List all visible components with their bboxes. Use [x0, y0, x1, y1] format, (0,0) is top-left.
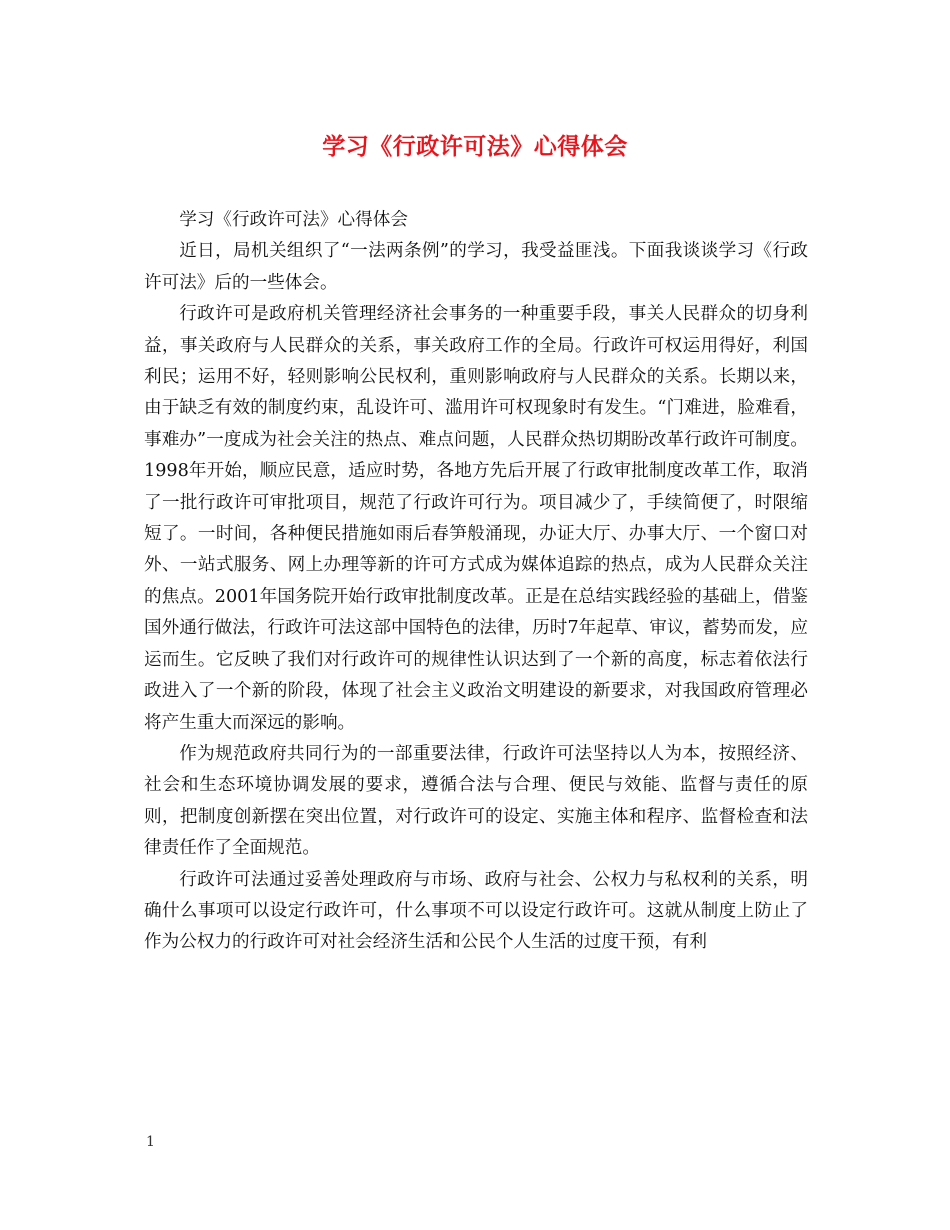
paragraph-principles: 作为规范政府共同行为的一部重要法律，行政许可法坚持以人为本，按照经济、社会和生态环境协调发展的要求，遵循合法与合理、便民与效能、监督与责任的原则，把制度创新摆在突出位置，对行政许可的设定、实施主体和程序、监督检查和法律责任作了全面规范。 [144, 743, 808, 859]
document-body [144, 205, 808, 959]
document-title: 学习《行政许可法》心得体会 [322, 133, 628, 160]
page-number: 1 [146, 1134, 155, 1150]
paragraph-background: 行政许可是政府机关管理经济社会事务的一种重要手段，事关人民群众的切身利益，事关政府与人民群众的关系，事关政府工作的全局。行政许可权运用得好，利国利民；运用不好，轻则影响公民权利，重则影响政府与人民群众的关系。长期以来，由于缺乏有效的制度约束，乱设许可、滥用许可权现象时有发生。“门难进，脸难看，事难办”一度成为社会关注的热点、难点问题，人民群众热切期盼改革行政许可制度。1998年开始，顺应民意，适应时势，各地方先后开展了行政审批制度改革工作，取消了一批行政许可审批项目，规范了行政许可行为。项目减少了，手续简便了，时限缩短了。一时间，各种便民措施如雨后春笋般涌现，办证大厅、办事大厅、一个窗口对外、一站式服务、网上办理等新的许可方式成为媒体追踪的热点，成为人民群众关注的焦点。2001年国务院开始行政审批制度改革。正是在总结实践经验的基础上，借鉴国外通行做法，行政许可法这部中国特色的法律，历时7年起草、审议，蓄势而发，应运而生。它反映了我们对行政许可的规律性认识达到了一个新的高度，标志着依法行政进入了一个新的阶段，体现了社会主义政治文明建设的新要求，对我国政府管理必将产生重大而深远的影响。 [144, 304, 808, 733]
paragraph-subtitle: 学习《行政许可法》心得体会 [179, 210, 408, 230]
paragraph-intro: 近日，局机关组织了“一法两条例”的学习，我受益匪浅。下面我谈谈学习《行政许可法》后的一些体会。 [144, 241, 808, 293]
paragraph-relations: 行政许可法通过妥善处理政府与市场、政府与社会、公权力与私权利的关系，明确什么事项可以设定行政许可，什么事项不可以设定行政许可。这就从制度上防止了作为公权力的行政许可对社会经济生活和公民个人生活的过度干预，有利 [144, 869, 808, 953]
